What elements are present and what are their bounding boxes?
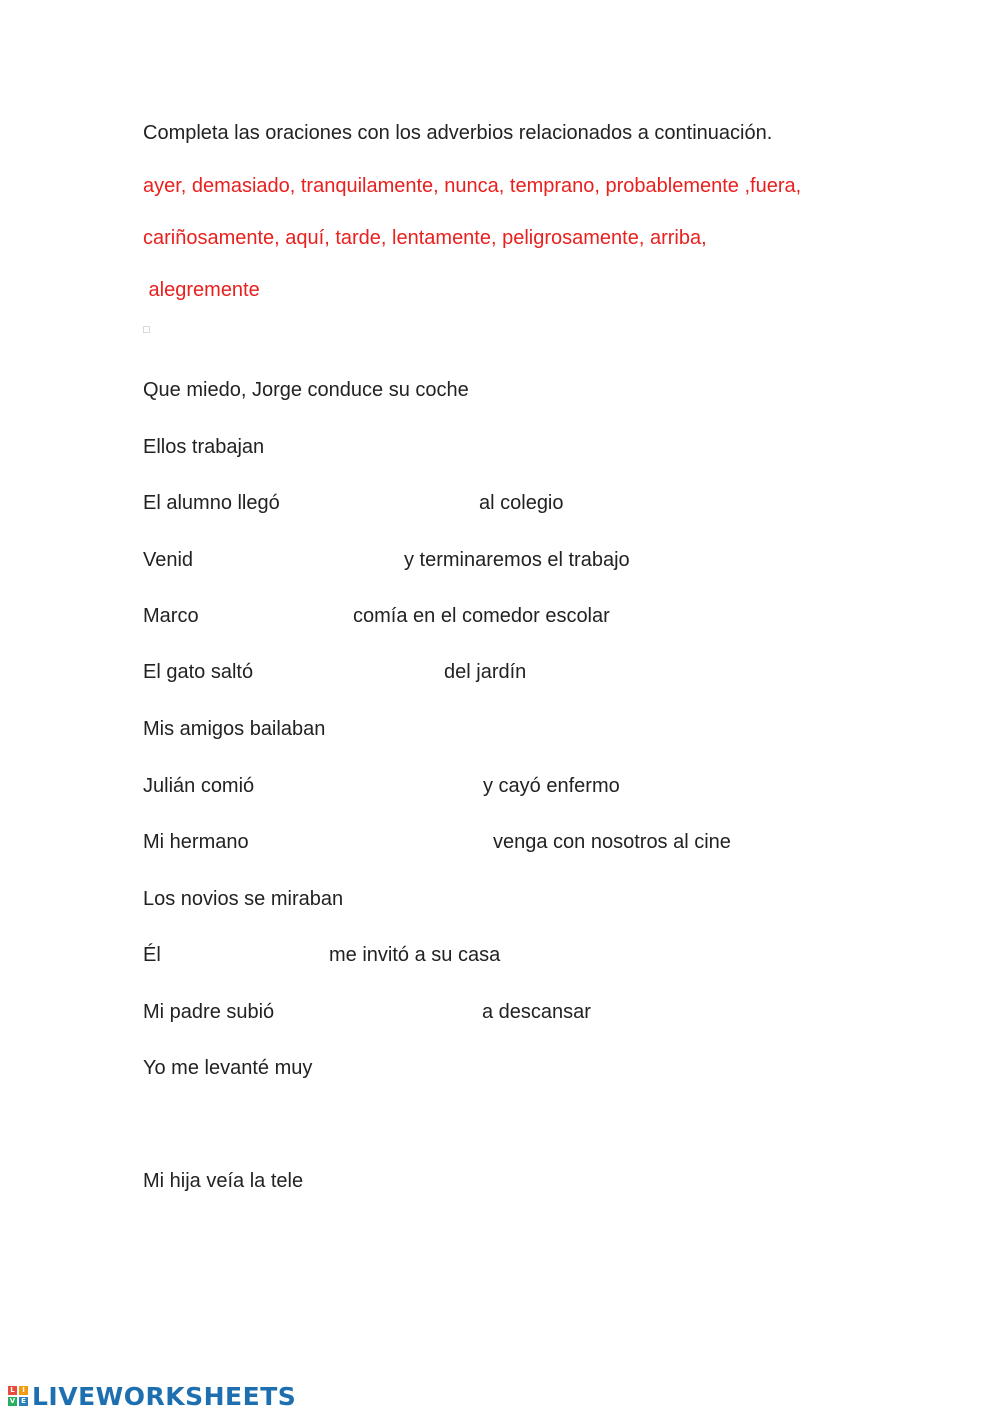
sentence-4-start: Venid xyxy=(143,549,194,571)
sentence-13-start: Yo me levanté muy xyxy=(143,1057,313,1079)
sentence-5-start: Marco xyxy=(143,605,199,627)
logo-letter-l: L xyxy=(8,1386,17,1395)
sentence-9-end: venga con nosotros al cine xyxy=(493,831,731,853)
sentence-3-end: al colegio xyxy=(479,492,564,514)
sentence-3-start: El alumno llegó xyxy=(143,492,280,514)
instruction-text: Completa las oraciones con los adverbios relacionados a continuación. xyxy=(143,122,773,144)
logo-letter-i: I xyxy=(19,1386,28,1395)
logo-text: LIVEWORKSHEETS xyxy=(32,1381,297,1411)
sentence-11-start: Él xyxy=(143,944,161,966)
sentence-11-end: me invitó a su casa xyxy=(329,944,501,966)
sentence-2-start: Ellos trabajan xyxy=(143,436,265,458)
sentence-6-start: El gato saltó xyxy=(143,661,254,683)
word-bank-line-1: ayer, demasiado, tranquilamente, nunca, temprano, probablemente ,fuera, xyxy=(143,175,802,197)
sentence-5-end: comía en el comedor escolar xyxy=(353,605,610,627)
sentence-2-blank[interactable] xyxy=(280,435,480,459)
sentence-4-end: y terminaremos el trabajo xyxy=(404,549,630,571)
sentence-14-start: Mi hija veía la tele xyxy=(143,1170,304,1192)
word-bank-line-2: cariñosamente, aquí, tarde, lentamente, peligrosamente, arriba, xyxy=(143,227,707,249)
sentence-6-end: del jardín xyxy=(444,661,527,683)
sentence-13-blank[interactable] xyxy=(332,1056,532,1080)
sentence-8-start: Julián comió xyxy=(143,775,255,797)
logo-letter-v: V xyxy=(9,1397,16,1405)
sentence-10-start: Los novios se miraban xyxy=(143,888,344,910)
sentence-8-end: y cayó enfermo xyxy=(483,775,620,797)
sentence-10-blank[interactable] xyxy=(358,887,558,911)
sentence-6-blank[interactable] xyxy=(264,660,438,684)
paragraph-mark xyxy=(143,326,150,333)
word-bank-line-3: alegremente xyxy=(143,279,260,301)
sentence-7-start: Mis amigos bailaban xyxy=(143,718,326,740)
logo-letter-e: E xyxy=(19,1397,28,1406)
liveworksheets-logo[interactable] xyxy=(8,1381,296,1411)
sentence-12-blank[interactable] xyxy=(292,1000,476,1024)
logo-grid-icon xyxy=(8,1386,28,1406)
sentence-14-blank[interactable] xyxy=(322,1169,522,1193)
sentence-1-blank[interactable] xyxy=(490,378,690,402)
sentence-12-start: Mi padre subió xyxy=(143,1001,275,1023)
sentence-3-blank[interactable] xyxy=(295,491,473,515)
sentence-4-blank[interactable] xyxy=(205,548,397,572)
sentence-11-blank[interactable] xyxy=(166,943,322,967)
sentence-8-blank[interactable] xyxy=(267,774,477,798)
sentence-12-end: a descansar xyxy=(482,1001,591,1023)
sentence-9-start: Mi hermano xyxy=(143,831,249,853)
sentence-7-blank[interactable] xyxy=(343,717,543,741)
sentence-1-start: Que miedo, Jorge conduce su coche xyxy=(143,379,469,401)
sentence-9-blank[interactable] xyxy=(266,830,486,854)
sentence-5-blank[interactable] xyxy=(210,604,346,628)
